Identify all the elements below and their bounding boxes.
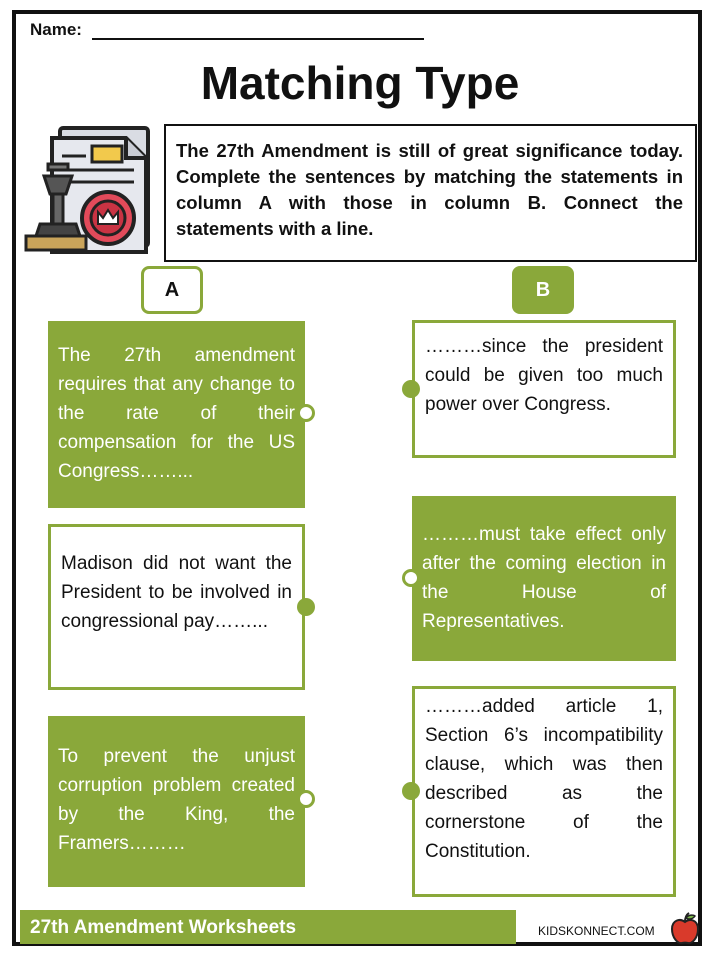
name-label: Name:	[30, 20, 82, 39]
document-with-seal-and-stamp-icon	[22, 124, 158, 260]
connector-b2[interactable]	[402, 569, 420, 587]
column-b-header: B	[512, 266, 574, 314]
column-b-item-2: ………must take effect only after the coming election in the House of Representatives.	[412, 496, 676, 661]
name-field[interactable]	[92, 38, 424, 40]
apple-logo-icon	[668, 912, 702, 946]
column-b-item-3: ………added article 1, Section 6’s incompatibility clause, which was then described as the cornerstone of the Constitution.	[412, 686, 676, 897]
connector-b3[interactable]	[402, 782, 420, 800]
connector-a1[interactable]	[297, 404, 315, 422]
footer-site: KIDSKONNECT.COM	[538, 924, 655, 938]
footer-title: 27th Amendment Worksheets	[30, 917, 297, 938]
connector-b1[interactable]	[402, 380, 420, 398]
column-b-item-1: ………since the president could be given too much power over Congress.	[412, 320, 676, 458]
column-a-item-3: To prevent the unjust corruption problem created by the King, the Framers………	[48, 716, 305, 887]
page-title: Matching Type	[200, 57, 520, 109]
connector-a2[interactable]	[297, 598, 315, 616]
column-a-header: A	[141, 266, 203, 314]
column-a-item-2: Madison did not want the President to be involved in congressional pay……...	[48, 524, 305, 690]
connector-a3[interactable]	[297, 790, 315, 808]
instructions-box: The 27th Amendment is still of great significance today. Complete the sentences by matching the statements in column A with those in column B. Connect the statements with a line.	[164, 124, 697, 262]
column-a-item-1: The 27th amendment requires that any change to the rate of their compensation for the US Congress……...	[48, 321, 305, 508]
